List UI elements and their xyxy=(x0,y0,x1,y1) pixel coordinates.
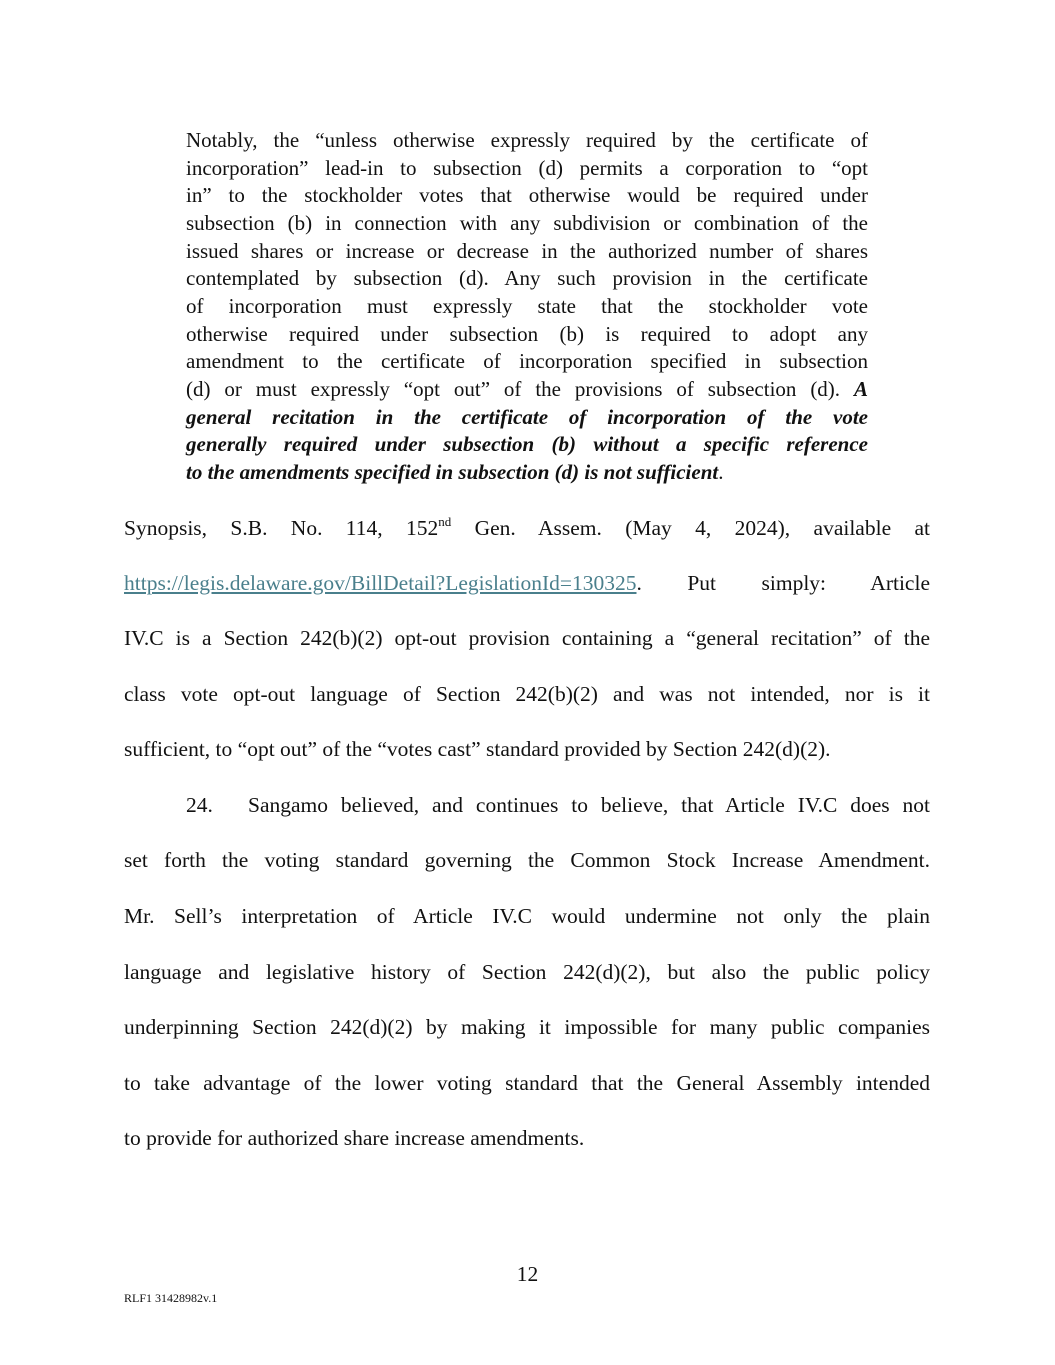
citation-line xyxy=(124,515,930,541)
quote-line: in” to the stockholder votes that otherwise would be required under xyxy=(186,183,868,207)
body-line: underpinning Section 242(d)(2) by making it impossible for many public companies xyxy=(124,1015,930,1039)
legislation-link[interactable]: https://legis.delaware.gov/BillDetail?LegislationId=130325 xyxy=(124,571,637,595)
body-line: language and legislative history of Section 242(d)(2), but also the public policy xyxy=(124,960,930,984)
page-number: 12 xyxy=(516,1262,539,1286)
quote-line xyxy=(186,377,868,401)
quote-text: (d) or must expressly “opt out” of the provisions of subsection (d). xyxy=(186,377,854,401)
body-text-segment: Sangamo believed, and continues to believe, that Article IV.C does not xyxy=(248,793,930,817)
body-line: sufficient, to “opt out” of the “votes cast” standard provided by Section 242(d)(2). xyxy=(124,737,831,761)
quote-line: subsection (b) in connection with any subdivision or combination of the xyxy=(186,211,868,235)
quote-line xyxy=(186,460,868,484)
ordinal-suffix: nd xyxy=(438,514,452,529)
link-line xyxy=(124,570,930,596)
quote-line-emphasis: generally required under subsection (b) without a specific reference xyxy=(186,432,868,456)
citation-text: Synopsis, S.B. No. 114, 152 xyxy=(124,516,439,540)
body-line: class vote opt-out language of Section 242(b)(2) and was not intended, nor is it xyxy=(124,682,930,706)
document-id: RLF1 31428982v.1 xyxy=(124,1291,218,1305)
quote-text: . xyxy=(718,460,724,484)
quote-line: incorporation” lead-in to subsection (d) permits a corporation to “opt xyxy=(186,156,868,180)
body-line: to take advantage of the lower voting standard that the General Assembly intended xyxy=(124,1071,930,1095)
paragraph-number: 24. xyxy=(186,793,213,817)
quote-line: amendment to the certificate of incorporation specified in subsection xyxy=(186,349,868,373)
citation-text: Gen. Assem. (May 4, 2024), available at xyxy=(451,516,930,540)
quote-line: contemplated by subsection (d). Any such provision in the certificate xyxy=(186,266,868,290)
body-line: set forth the voting standard governing the Common Stock Increase Amendment. xyxy=(124,848,930,872)
emphasis-text: to the amendments specified in subsection (d) is not sufficient xyxy=(186,460,719,484)
body-line: to provide for authorized share increase amendments. xyxy=(124,1126,585,1150)
quote-line-emphasis: general recitation in the certificate of incorporation of the vote xyxy=(186,405,868,429)
body-line: IV.C is a Section 242(b)(2) opt-out provision containing a “general recitation” of the xyxy=(124,626,930,650)
quote-line: Notably, the “unless otherwise expressly required by the certificate of xyxy=(186,128,868,152)
body-text-segment: . Put simply: Article xyxy=(636,571,930,595)
quote-line: issued shares or increase or decrease in the authorized number of shares xyxy=(186,239,868,263)
emphasis-text: A xyxy=(853,377,868,401)
paragraph-24-first-line xyxy=(186,792,930,818)
quote-line: otherwise required under subsection (b) is required to adopt any xyxy=(186,322,868,346)
body-line: Mr. Sell’s interpretation of Article IV.C would undermine not only the plain xyxy=(124,904,930,928)
quote-line: of incorporation must expressly state that the stockholder vote xyxy=(186,294,868,318)
